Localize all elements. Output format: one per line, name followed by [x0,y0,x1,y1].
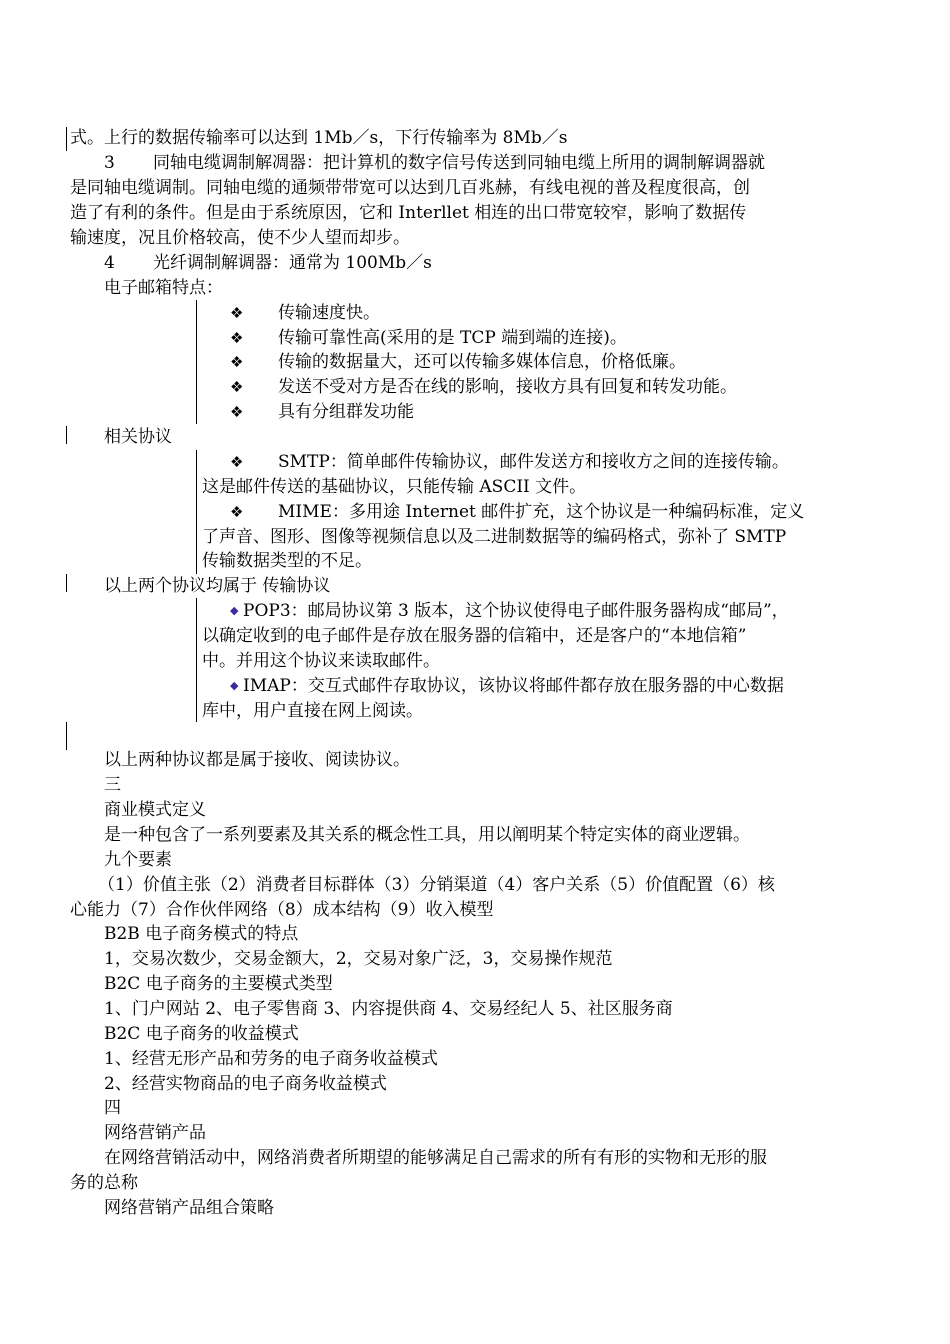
feature-item: 传输可靠性高(采用的是 TCP 端到端的连接)。 [278,328,627,348]
item-number: 3 [104,153,115,173]
text-line: 1，交易次数少，交易金额大，2，交易对象广泛，3，交易操作规范 [104,949,613,969]
text-line: 在网络营销活动中，网络消费者所期望的能够满足自己需求的所有有形的实物和无形的服 [104,1148,767,1168]
text-line: 库中，用户直接在网上阅读。 [202,701,423,721]
text-line: 输速度，况且价格较高，使不少人望而却步。 [70,228,410,248]
small-diamond-bullet-icon: ◆ [230,604,239,617]
section-number: 四 [104,1098,121,1118]
text-line: 传输数据类型的不足。 [202,551,372,571]
text-line: 式。上行的数据传输率可以达到 1Mb／s，下行传输率为 8Mb／s [70,128,568,148]
section-heading: B2C 电子商务的收益模式 [104,1024,299,1044]
left-margin-bar-protocol [66,426,67,444]
text-line: POP3：邮局协议第 3 版本，这个协议使得电子邮件服务器构成“邮局”， [243,601,789,621]
left-margin-bar-lower [66,722,67,750]
feature-item: 具有分组群发功能 [278,402,414,422]
section-heading: 网络营销产品 [104,1123,206,1143]
item-number: 4 [104,253,115,273]
small-diamond-bullet-icon: ◆ [230,679,239,692]
section-number: 三 [104,775,121,795]
text-line: 1、经营无形产品和劳务的电子商务收益模式 [104,1049,438,1069]
section-heading: 商业模式定义 [104,800,206,820]
text-line: 以上两种协议都是属于接收、阅读协议。 [104,750,410,770]
text-line: 是一种包含了一系列要素及其关系的概念性工具，用以阐明某个特定实体的商业逻辑。 [104,825,750,845]
text-line: （1）价值主张（2）消费者目标群体（3）分销渠道（4）客户关系（5）价值配置（6）核 [98,875,775,895]
inner-bar-smtp-mime [196,450,197,574]
left-margin-bar-top [66,127,67,151]
section-heading: 网络营销产品组合策略 [104,1198,274,1218]
text-line: 是同轴电缆调制。同轴电缆的通频带带宽可以达到几百兆赫，有线电视的普及程度很高，创 [70,178,750,198]
text-line: 这是邮件传送的基础协议，只能传输 ASCII 文件。 [202,477,587,497]
diamond-bullet-icon: ❖ [230,353,244,371]
diamond-bullet-icon: ❖ [230,403,244,421]
diamond-bullet-icon: ❖ [230,453,244,471]
feature-item: 传输的数据量大，还可以传输多媒体信息，价格低廉。 [278,352,686,372]
left-margin-bar-transfer [66,574,67,592]
text-line: 以确定收到的电子邮件是存放在服务器的信箱中，还是客户的“本地信箱” [202,626,747,646]
text-line: 1、门户网站 2、电子零售商 3、内容提供商 4、交易经纪人 5、社区服务商 [104,999,673,1019]
feature-item: 发送不受对方是否在线的影响，接收方具有回复和转发功能。 [278,377,737,397]
section-heading: B2C 电子商务的主要模式类型 [104,974,333,994]
diamond-bullet-icon: ❖ [230,304,244,322]
text-line: 心能力（7）合作伙伴网络（8）成本结构（9）收入模型 [70,900,494,920]
text-line: IMAP：交互式邮件存取协议，该协议将邮件都存放在服务器的中心数据 [243,676,784,696]
text-line: 了声音、图形、图像等视频信息以及二进制数据等的编码格式，弥补了 SMTP [202,527,787,547]
inner-bar-pop3-imap [196,598,197,722]
section-heading: 相关协议 [104,427,172,447]
inner-bar-features [196,300,197,424]
section-heading: 九个要素 [104,850,172,870]
text-line: 务的总称 [70,1173,138,1193]
text-line: MIME：多用途 Internet 邮件扩充，这个协议是一种编码标准，定义 [278,502,805,522]
feature-item: 传输速度快。 [278,303,380,323]
text-line: 造了有利的条件。但是由于系统原因，它和 Interllet 相连的出口带宽较窄，影响了数据传 [70,203,747,223]
diamond-bullet-icon: ❖ [230,503,244,521]
diamond-bullet-icon: ❖ [230,329,244,347]
section-heading: B2B 电子商务模式的特点 [104,924,299,944]
text-line: 光纤调制解调器：通常为 100Mb／s [153,253,432,273]
text-line: 中。并用这个协议来读取邮件。 [202,651,440,671]
section-heading: 电子邮箱特点： [104,278,223,298]
diamond-bullet-icon: ❖ [230,378,244,396]
text-line: 同轴电缆调制解凋器：把计算机的数字信号传送到同轴电缆上所用的调制解调器就 [153,153,765,173]
text-line: 2、经营实物商品的电子商务收益模式 [104,1074,387,1094]
text-line: 以上两个协议均属于 传输协议 [104,576,331,596]
text-line: SMTP：简单邮件传输协议，邮件发送方和接收方之间的连接传输。 [278,452,789,472]
